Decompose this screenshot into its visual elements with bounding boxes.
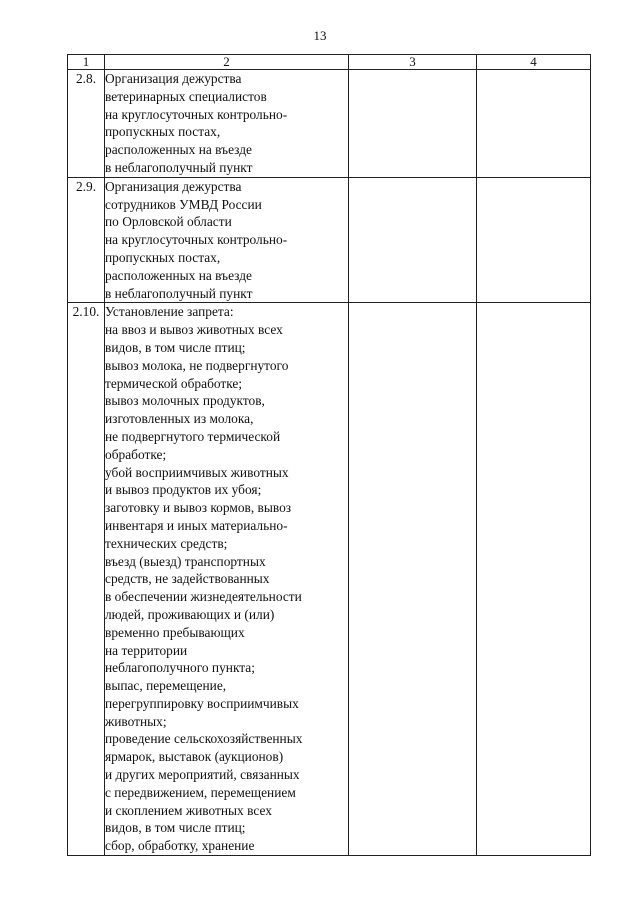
description-line: и других мероприятий, связанных bbox=[105, 767, 300, 783]
description-line: в обеспечении жизнедеятельности bbox=[105, 589, 302, 605]
description-line: проведение сельскохозяйственных bbox=[105, 731, 303, 747]
description-line: въезд (выезд) транспортных bbox=[105, 553, 266, 569]
description-line: средств, не задействованных bbox=[105, 571, 270, 587]
description-line: в неблагополучный пункт bbox=[105, 285, 253, 301]
description-line: видов, в том числе птиц; bbox=[105, 820, 246, 836]
row-number: 2.9. bbox=[68, 177, 105, 303]
description-line: временно пребывающих bbox=[105, 624, 245, 640]
description-line: убой восприимчивых животных bbox=[105, 464, 289, 480]
description-line: не подвергнутого термической bbox=[105, 428, 281, 444]
description-line: технических средств; bbox=[105, 535, 228, 551]
description-line: ветеринарных специалистов bbox=[105, 88, 267, 104]
description-line: на круглосуточных контрольно- bbox=[105, 106, 288, 122]
description-line: термической обработке; bbox=[105, 375, 243, 391]
table-row bbox=[68, 303, 591, 856]
description-line: расположенных на въезде bbox=[105, 142, 252, 158]
page-number: 13 bbox=[313, 28, 327, 43]
table-row bbox=[68, 70, 591, 178]
description-line: на территории bbox=[105, 642, 188, 658]
row-col-3 bbox=[349, 177, 477, 303]
description-line: вывоз молока, не подвергнутого bbox=[105, 357, 289, 373]
description-line: и вывоз продуктов их убоя; bbox=[105, 482, 262, 498]
header-col-3: 3 bbox=[349, 55, 477, 70]
header-col-1: 1 bbox=[68, 55, 105, 70]
description-line: сбор, обработку, хранение bbox=[105, 838, 255, 854]
row-col-4 bbox=[477, 303, 591, 856]
description-line: Установление запрета: bbox=[105, 304, 234, 320]
description-line: с передвижением, перемещением bbox=[105, 784, 296, 800]
description-line: людей, проживающих и (или) bbox=[105, 606, 275, 622]
row-col-4 bbox=[477, 177, 591, 303]
row-description bbox=[105, 177, 349, 303]
description-line: Организация дежурства bbox=[105, 178, 242, 194]
header-col-2: 2 bbox=[105, 55, 349, 70]
row-description bbox=[105, 70, 349, 178]
description-line: в неблагополучный пункт bbox=[105, 159, 253, 175]
description-line: на ввоз и вывоз животных всех bbox=[105, 322, 283, 338]
description-line: инвентаря и иных материально- bbox=[105, 517, 288, 533]
document-table bbox=[67, 54, 591, 856]
description-line: заготовку и вывоз кормов, вывоз bbox=[105, 500, 292, 516]
row-number: 2.8. bbox=[68, 70, 105, 178]
description-line: пропускных постах, bbox=[105, 124, 221, 140]
row-col-3 bbox=[349, 70, 477, 178]
description-line: вывоз молочных продуктов, bbox=[105, 393, 265, 409]
description-line: выпас, перемещение, bbox=[105, 678, 227, 694]
table-row bbox=[68, 177, 591, 303]
description-line: животных; bbox=[105, 713, 167, 729]
description-line: сотрудников УМВД России bbox=[105, 196, 262, 212]
description-line: Организация дежурства bbox=[105, 71, 242, 86]
row-col-3 bbox=[349, 303, 477, 856]
row-col-4 bbox=[477, 70, 591, 178]
row-number: 2.10. bbox=[68, 303, 105, 856]
description-line: неблагополучного пункта; bbox=[105, 660, 255, 676]
description-line: изготовленных из молока, bbox=[105, 411, 254, 427]
header-col-4: 4 bbox=[477, 55, 591, 70]
description-line: по Орловской области bbox=[105, 214, 232, 230]
description-line: пропускных постах, bbox=[105, 249, 221, 265]
row-description bbox=[105, 303, 349, 856]
description-line: и скоплением животных всех bbox=[105, 802, 272, 818]
description-line: обработке; bbox=[105, 446, 167, 462]
description-line: расположенных на въезде bbox=[105, 267, 252, 283]
description-line: на круглосуточных контрольно- bbox=[105, 232, 288, 248]
description-line: перегруппировку восприимчивых bbox=[105, 695, 299, 711]
description-line: ярмарок, выставок (аукционов) bbox=[105, 749, 284, 765]
description-line: видов, в том числе птиц; bbox=[105, 339, 246, 355]
table-header-row bbox=[68, 55, 591, 70]
